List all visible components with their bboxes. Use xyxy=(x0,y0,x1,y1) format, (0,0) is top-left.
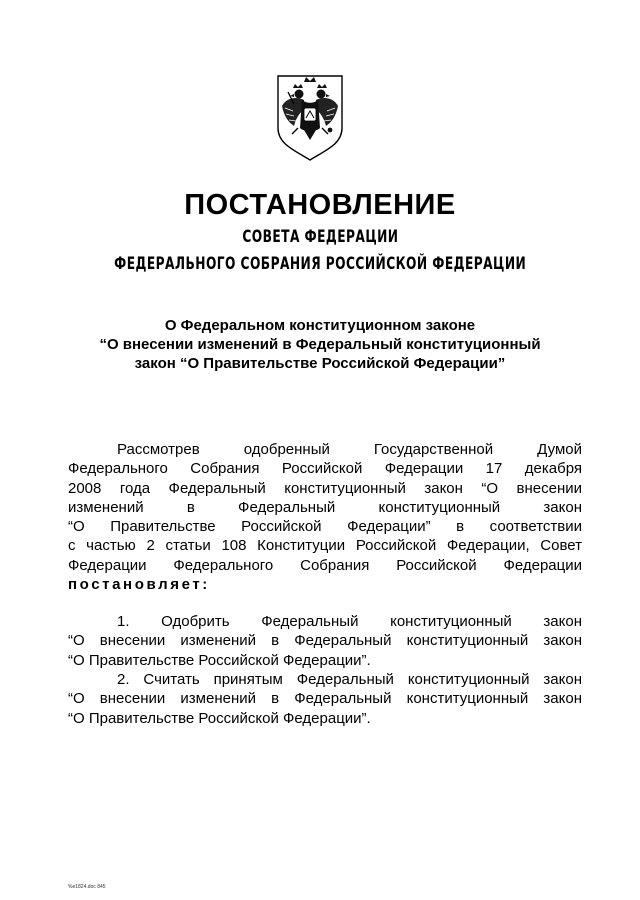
coat-of-arms-icon xyxy=(274,72,346,162)
issuer-line-2-text: ФЕДЕРАЛЬНОГО СОБРАНИЯ РОССИЙСКОЙ ФЕДЕРАЦИИ xyxy=(113,254,527,274)
text-line: 2008 года Федеральный конституционный закон “О внесении xyxy=(68,479,582,497)
text-line: “О внесении изменений в Федеральный конституционный закон xyxy=(68,690,582,708)
text-line: “О внесении изменений в Федеральный конституционный закон xyxy=(68,632,582,650)
text-line: Федерального Собрания Российской Федерации 17 декабря xyxy=(68,460,582,478)
document-title: ПОСТАНОВЛЕНИЕ xyxy=(184,189,456,221)
document-code: %e1824.doc 845 xyxy=(68,884,106,890)
text-line: 2. Считать принятым Федеральный конституционный закон xyxy=(117,671,582,688)
decree-word: постановляет: xyxy=(68,576,210,594)
text-line: изменений в Федеральный конституционный закон xyxy=(68,498,582,516)
text-line: “О Правительстве Российской Федерации” в соответствии xyxy=(68,518,582,536)
text-line: “О Правительстве Российской Федерации”. xyxy=(68,709,371,727)
issuer-line-1-text: СОВЕТА ФЕДЕРАЦИИ xyxy=(241,227,399,247)
coat-of-arms-emblem xyxy=(274,72,346,162)
preamble-paragraph xyxy=(68,440,582,594)
text-line: 1. Одобрить Федеральный конституционный закон xyxy=(117,613,582,630)
subject-line: О Федеральном конституционном законе xyxy=(164,317,476,334)
document-subject xyxy=(60,316,580,373)
text-line: Рассмотрев одобренный Государственной Думой xyxy=(117,441,582,458)
decision-item-2 xyxy=(68,670,582,728)
decision-item-1 xyxy=(68,612,582,670)
issuer-line-2 xyxy=(0,253,640,275)
subject-line: закон “О Правительстве Российской Федерации” xyxy=(134,355,506,372)
text-line: с частью 2 статьи 108 Конституции Российской Федерации, Совет xyxy=(68,537,582,555)
text-line: Федерации Федерального Собрания Российской Федерации xyxy=(68,556,582,574)
text-line: “О Правительстве Российской Федерации”. xyxy=(68,651,371,669)
subject-line: “О внесении изменений в Федеральный конституционный xyxy=(99,336,541,353)
issuer-line-1 xyxy=(0,226,640,248)
